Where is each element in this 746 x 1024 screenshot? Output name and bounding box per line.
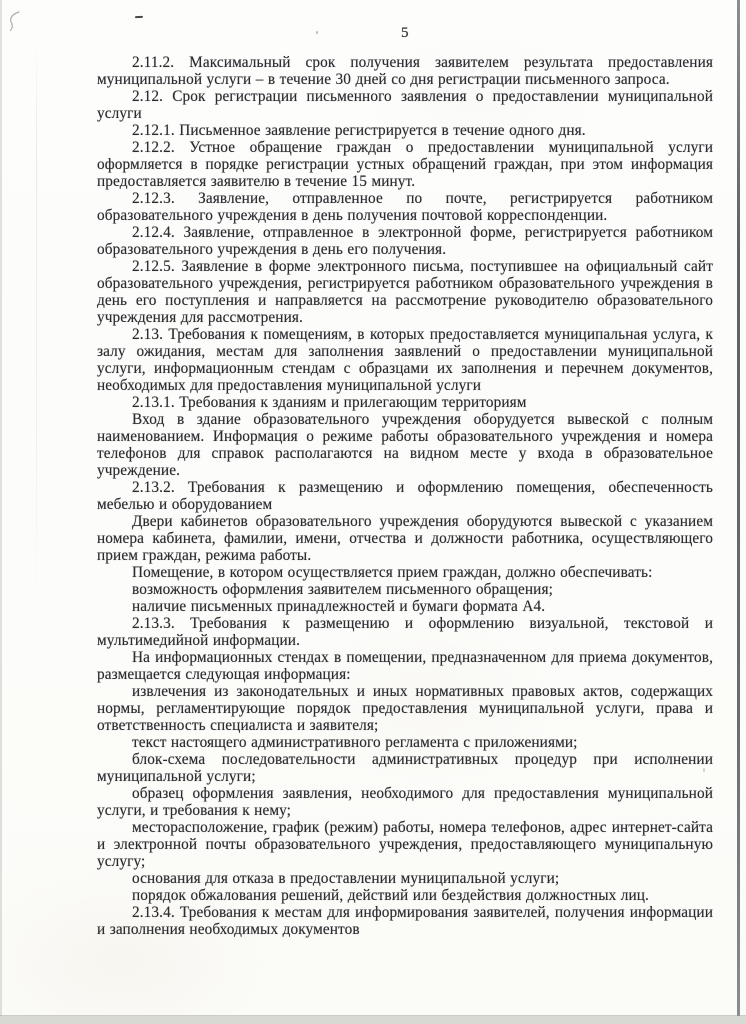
para-stand-item-flowchart: блок-схема последовательности административных процедур при исполнении муниципальной услуги; — [97, 751, 713, 785]
para-list-stationery: наличие письменных принадлежностей и бумаги формата А4. — [132, 598, 546, 615]
para-2-12-3: 2.12.3. Заявление, отправленное по почте, регистрируется работником образовательного учреждения в день получения почтовой корреспонденции. — [97, 190, 713, 224]
para-2-13-3: 2.13.3. Требования к размещению и оформлению визуальной, текстовой и мультимедийной информации. — [97, 615, 713, 649]
para-stand-item-location: месторасположение, график (режим) работы, номера телефонов, адрес интернет-сайта и электронной почты образовательного учреждения, предоставляющего муниципальную услугу; — [97, 819, 713, 870]
para-list-written-application: возможность оформления заявителем письменного обращения; — [132, 581, 553, 598]
document-body — [97, 54, 713, 938]
page-number: 5 — [401, 25, 409, 41]
para-2-12-2: 2.12.2. Устное обращение граждан о предоставлении муниципальной услуги оформляется в порядке регистрации устных обращений граждан, при этом информация предоставляется заявителю в течение 15 минут. — [97, 139, 713, 190]
para-2-13-2: 2.13.2. Требования к размещению и оформлению помещения, обеспеченность мебелью и оборудованием — [97, 479, 713, 513]
scan-edge-left-strip — [0, 0, 2, 1024]
para-2-12-4: 2.12.4. Заявление, отправленное в электронной форме, регистрируется работником образовательного учреждения в день его получения. — [97, 224, 713, 258]
para-stand-item-sample: образец оформления заявления, необходимого для предоставления муниципальной услуги, и требования к нему; — [97, 785, 713, 819]
scan-crease-line — [36, 34, 37, 604]
para-stand-item-extracts: извлечения из законодательных и иных нормативных правовых актов, содержащих нормы, регламентирующие порядок предоставления муниципальной услуги, права и ответственность специалиста и заявителя; — [97, 683, 713, 734]
para-2-13-1-body: Вход в здание образовательного учреждения оборудуется вывеской с полным наименованием. Информация о режиме работы образовательного учреждения и номера телефонов для справок располагаются на видном месте у входа в образовательное учреждение. — [97, 411, 713, 479]
para-stand-item-appeal-procedure: порядок обжалования решений, действий или бездействия должностных лиц. — [132, 887, 649, 904]
para-stand-item-refusal-grounds: основания для отказа в предоставлении муниципальной услуги; — [132, 870, 560, 887]
para-2-13-1: 2.13.1. Требования к зданиям и прилегающим территориям — [132, 394, 527, 411]
para-2-12-5: 2.12.5. Заявление в форме электронного письма, поступившее на официальный сайт образовательного учреждения, регистрируется работником образовательного учреждения в день его поступления и направляется на рассмотрение руководителю образовательного учреждения для рассмотрения. — [97, 258, 713, 326]
para-2-13-4: 2.13.4. Требования к местам для информирования заявителей, получения информации и заполнения необходимых документов — [97, 904, 713, 938]
para-2-12-1: 2.12.1. Письменное заявление регистрируется в течение одного дня. — [132, 122, 586, 139]
scan-edge-right-line — [737, 0, 740, 1024]
para-stand-item-regulation-text: текст настоящего административного регламента с приложениями; — [132, 734, 578, 751]
scan-artifact-dash-mark — [135, 16, 143, 18]
para-2-13-3-body-stands: На информационных стендах в помещении, предназначенном для приема документов, размещается следующая информация: — [97, 649, 713, 683]
para-2-13-2-body-doors: Двери кабинетов образовательного учреждения оборудуются вывеской с указанием номера кабинета, фамилии, имени, отчества и должности работника, осуществляющего прием граждан, режима работы. — [97, 513, 713, 564]
para-2-13-2-body-room: Помещение, в котором осуществляется прием граждан, должно обеспечивать: — [132, 564, 653, 581]
scan-edge-bottom-band — [0, 1016, 746, 1024]
para-2-11-2: 2.11.2. Максимальный срок получения заявителем результата предоставления муниципальной услуги – в течение 30 дней со дня регистрации письменного запроса. — [97, 54, 713, 88]
para-2-13: 2.13. Требования к помещениям, в которых предоставляется муниципальная услуга, к залу ожидания, местам для заполнения заявлений о предоставлении муниципальной услуги, информационным стендам с образцами их заполнения и перечнем документов, необходимых для предоставления муниципальной услуги — [97, 326, 713, 394]
para-2-12: 2.12. Срок регистрации письменного заявления о предоставлении муниципальной услуги — [97, 88, 713, 122]
scan-artifact-curl-mark — [8, 11, 22, 33]
